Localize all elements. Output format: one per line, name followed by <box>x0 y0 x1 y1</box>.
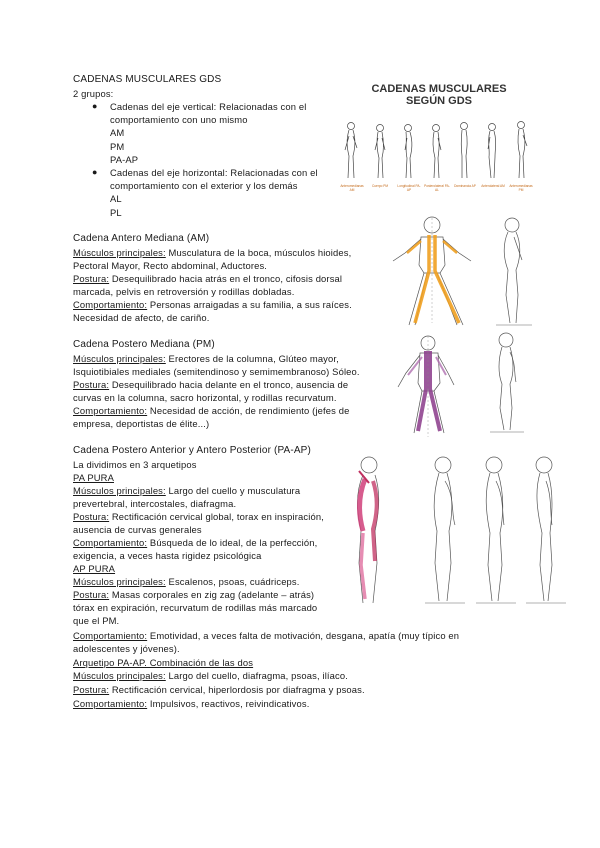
bullet2-item-al: AL <box>110 193 122 204</box>
bullet1-item-am: AM <box>110 127 125 138</box>
figure-title-line1: CADENAS MUSCULARES <box>371 83 507 95</box>
ap-pure-title: AP PURA <box>73 563 116 574</box>
pm-posture: Postura: Desequilibrado hacia delante en el tronco, ausencia de <box>73 379 349 390</box>
paap-side-figure-2-illustration <box>470 453 520 608</box>
pm-body-figure-illustration <box>392 333 467 438</box>
arch-posture: Postura: Rectificación cervical, hiperlordosis por diafragma y psoas. <box>73 684 365 695</box>
am-posture-line2: marcada, pelvis en retroversión y rodillas dobladas. <box>73 286 295 297</box>
bullet-icon: ● <box>92 101 98 111</box>
arch-muscles: Músculos principales: Largo del cuello, diafragma, psoas, ilíaco. <box>73 670 349 681</box>
paap-muscle-figure-illustration <box>345 453 395 613</box>
body-figure-illustration <box>335 118 540 186</box>
am-muscles-line2: Pectoral Mayor, Recto abdominal, Aductores. <box>73 260 268 271</box>
pm-posture-line2: curvas en la columna, sacro horizontal, y rodillas recurvatum. <box>73 392 337 403</box>
am-body-figure-illustration <box>385 213 480 328</box>
caption-2: Cuerpo PM <box>371 184 389 188</box>
am-title: Cadena Antero Mediana (AM) <box>73 233 210 244</box>
figure-title-line2: SEGÚN GDS <box>405 95 472 107</box>
am-posture: Postura: Desequilibrado hacia atrás en el tronco, cifosis dorsal <box>73 273 343 284</box>
pm-muscles: Músculos principales: Erectores de la columna, Glúteo mayor, <box>73 353 339 364</box>
bullet-icon: ● <box>92 167 98 177</box>
pm-side-figure-illustration <box>488 330 528 435</box>
pa-muscles-line2: prevertebral, intercostales, diafragma. <box>73 498 237 509</box>
caption-7: Anteromedianas PM <box>509 184 533 192</box>
caption-1: Anteromedianas AM <box>340 184 364 192</box>
ap-posture-line2: tórax en expiración, recurvatum de rodillas más marcado <box>73 602 318 613</box>
ap-muscles: Músculos principales: Escalenos, psoas, cuádriceps. <box>73 576 300 587</box>
ap-behavior: Comportamiento: Emotividad, a veces falta de motivación, desgana, apatía (muy típico en <box>73 630 460 641</box>
ap-posture-line3: que el PM. <box>73 615 120 626</box>
bullet2-line2: comportamiento con el exterior y los demás <box>110 180 298 191</box>
bullet2-line1: Cadenas del eje horizontal: Relacionadas con el <box>110 167 318 178</box>
caption-5: Dominancia AP <box>454 184 476 188</box>
arch-behavior: Comportamiento: Impulsivos, reactivos, reivindicativos. <box>73 698 310 709</box>
bullet1-item-pm: PM <box>110 141 125 152</box>
pa-posture-line2: ausencia de curvas generales <box>73 524 202 535</box>
am-side-figure-illustration <box>492 215 537 330</box>
bullet1-item-paap: PA-AP <box>110 154 139 165</box>
bullet1-line2: comportamiento con uno mismo <box>110 114 248 125</box>
pa-pure-title: PA PURA <box>73 472 114 483</box>
bullet1-line1: Cadenas del eje vertical: Relacionadas con el <box>110 101 307 112</box>
groups-intro: 2 grupos: <box>73 88 114 99</box>
pa-posture: Postura: Rectificación cervical global, torax en inspiración, <box>73 511 324 522</box>
ap-posture: Postura: Masas corporales en zig zag (adelante – atrás) <box>73 589 315 600</box>
pa-behavior-line2: exigencia, a veces hasta rigidez psicológica <box>73 550 262 561</box>
paap-intro: La dividimos en 3 arquetipos <box>73 459 197 470</box>
caption-3: Longitudinal PA-AP <box>397 184 421 192</box>
caption-4: Posterolateral PA-AL <box>424 184 450 192</box>
pm-behavior-line2: empresa, deportistas de élite...) <box>73 418 210 429</box>
pm-title: Cadena Postero Mediana (PM) <box>73 339 215 350</box>
am-behavior-line2: Necesidad de afecto, de cariño. <box>73 312 210 323</box>
paap-side-figure-3-illustration <box>522 453 572 608</box>
paap-side-figure-1-illustration <box>415 453 470 608</box>
page-title: CADENAS MUSCULARES GDS <box>73 74 222 85</box>
am-muscles: Músculos principales: Musculatura de la boca, músculos hioides, <box>73 247 352 258</box>
paap-title: Cadena Postero Anterior y Antero Posterior (PA-AP) <box>73 445 311 456</box>
am-behavior: Comportamiento: Personas arraigadas a su familia, a sus raíces. <box>73 299 352 310</box>
bullet2-item-pl: PL <box>110 207 122 218</box>
pa-muscles: Músculos principales: Largo del cuello y musculatura <box>73 485 301 496</box>
caption-6: Anterolateral AM <box>481 184 505 188</box>
pm-muscles-line2: Isquiotibiales mediales (semitendinoso y semimembranoso) Sóleo. <box>73 366 360 377</box>
ap-behavior-line2: adolescentes y jóvenes). <box>73 643 180 654</box>
archetype-title: Arquetipo PA-AP. Combinación de las dos <box>73 657 254 668</box>
pa-behavior: Comportamiento: Búsqueda de lo ideal, de la perfección, <box>73 537 318 548</box>
pm-behavior: Comportamiento: Necesidad de acción, de rendimiento (jefes de <box>73 405 350 416</box>
